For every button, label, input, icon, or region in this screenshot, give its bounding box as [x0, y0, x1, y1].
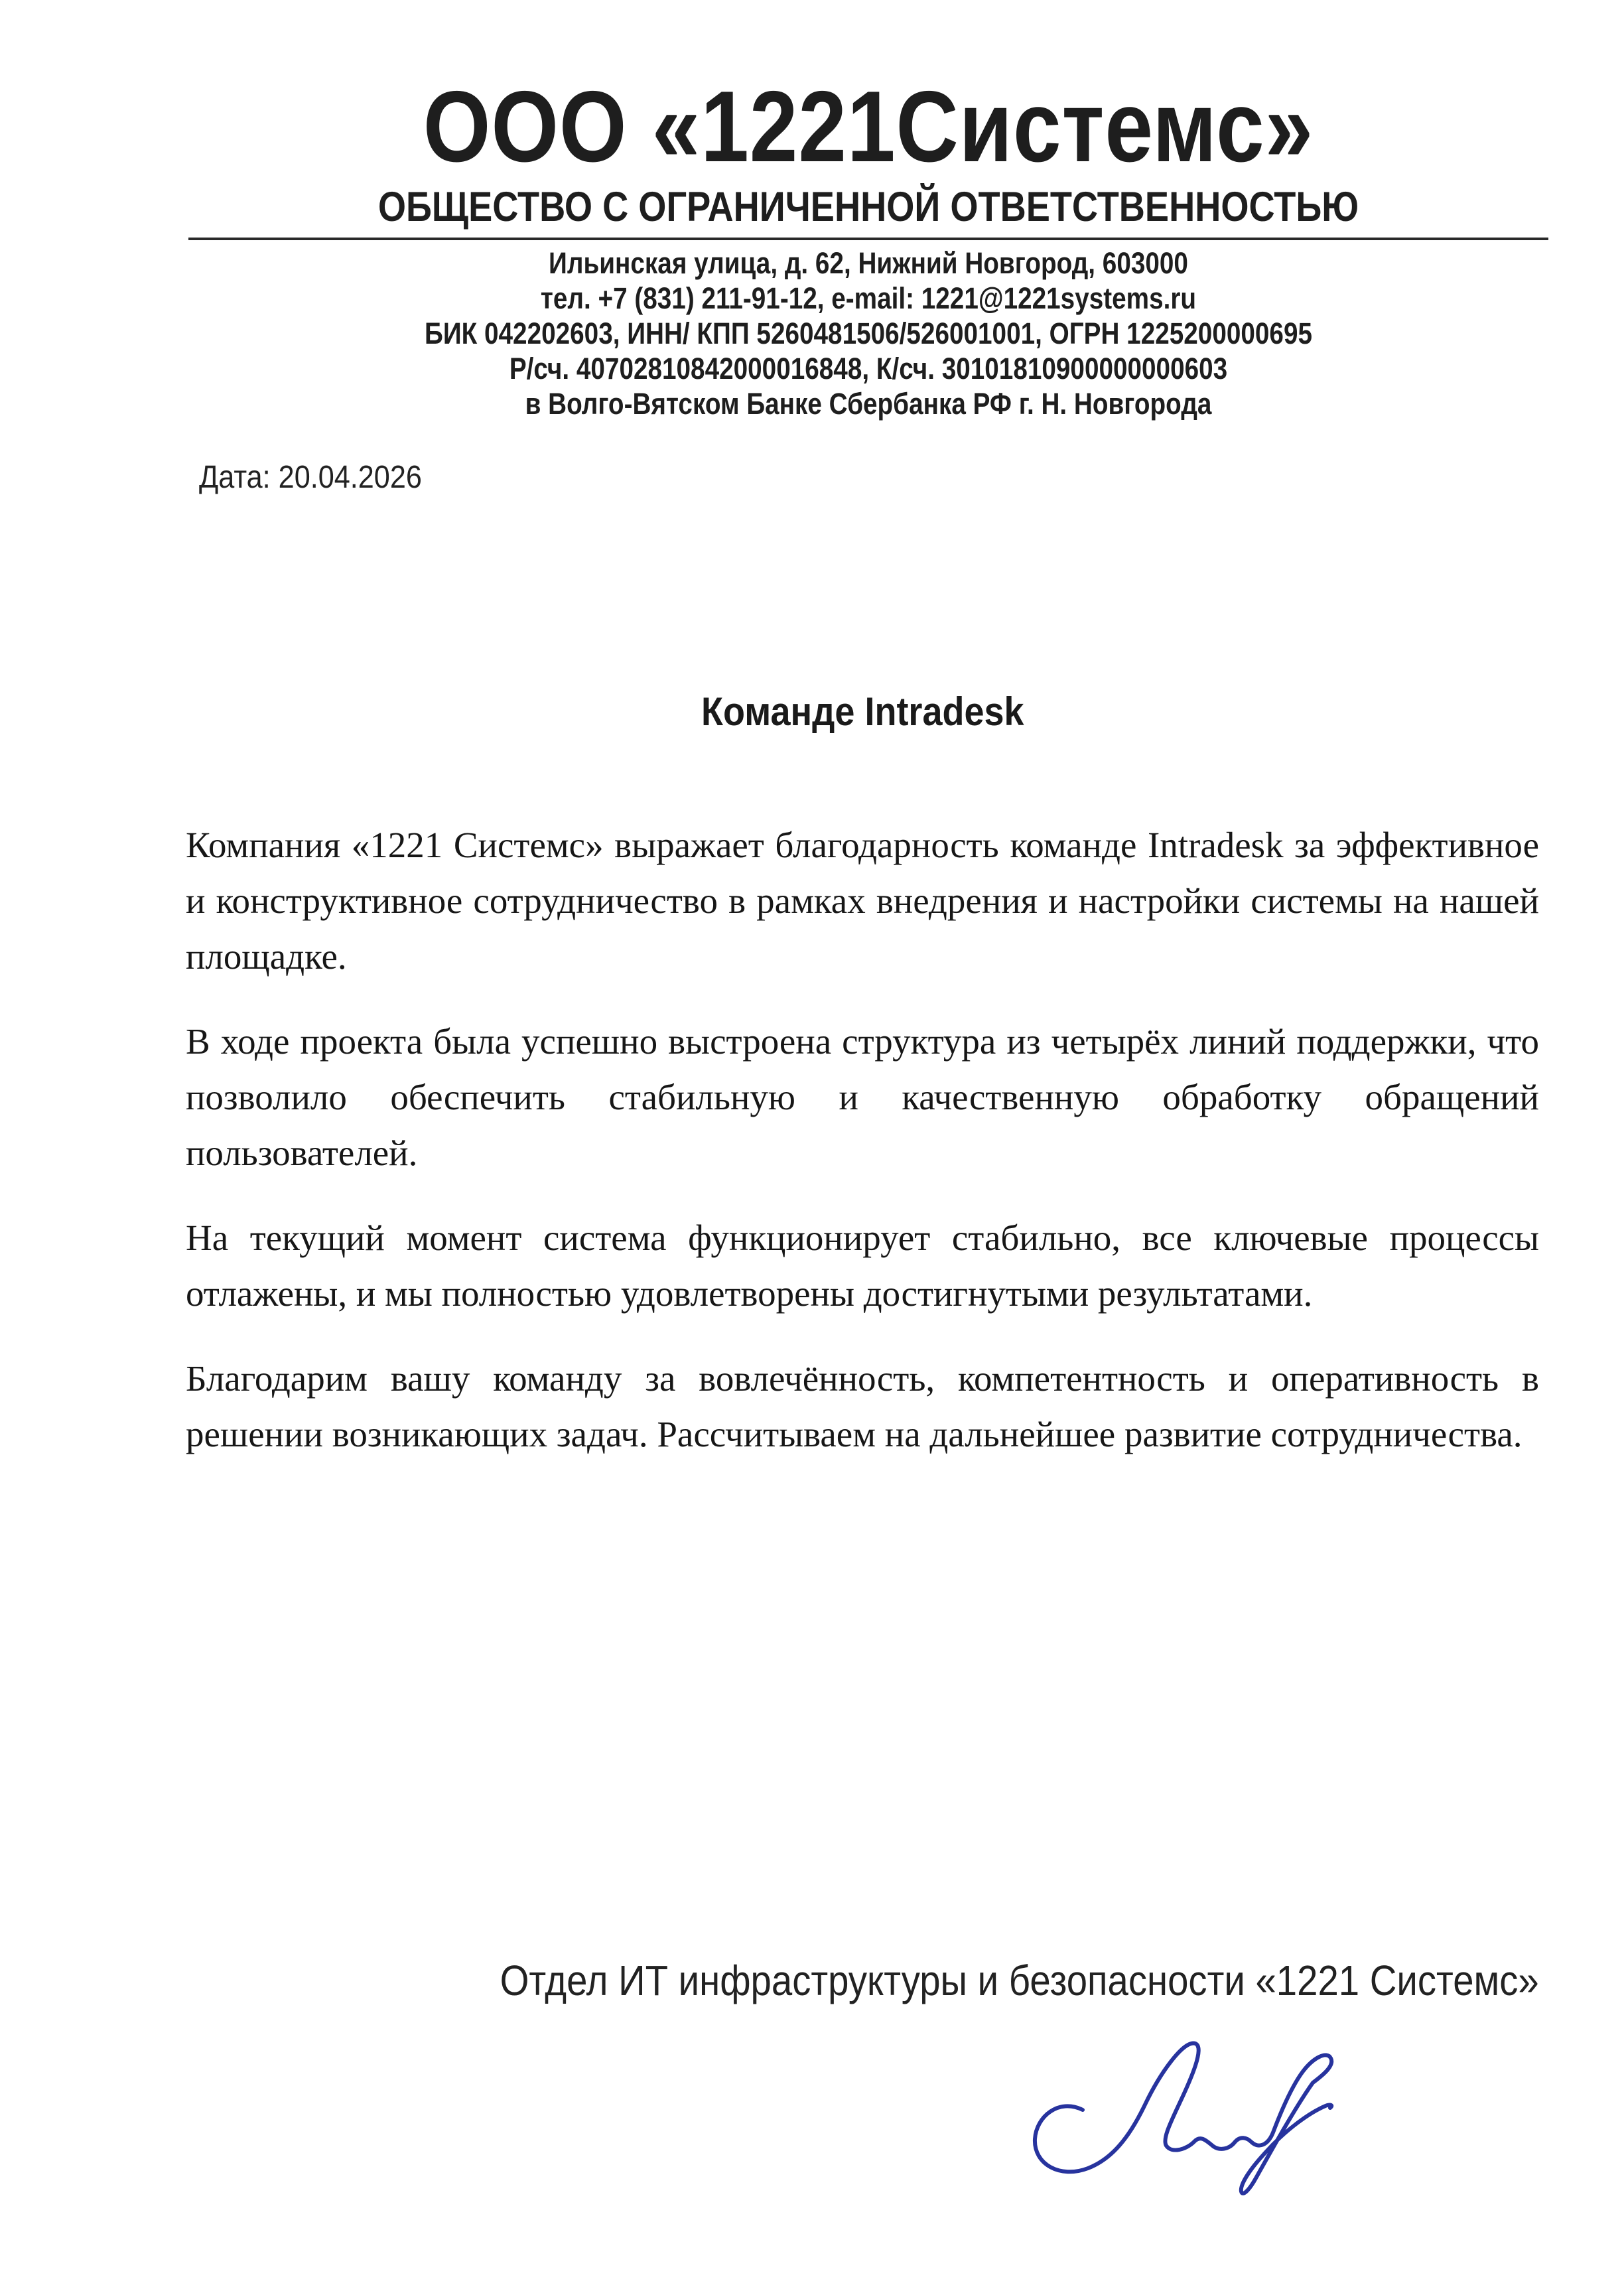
paragraph: В ходе проекта была успешно выстроена структура из четырёх линий поддержки, что позволило обеспечить стабильную и качественную обработку обращений пользователей. — [186, 1021, 1539, 1173]
signature-svg — [1022, 2018, 1340, 2224]
recipient-heading — [186, 689, 1539, 734]
letterhead-divider — [188, 238, 1548, 240]
paragraph: Компания «1221 Системс» выражает благодарность команде Intradesk за эффективное и конструктивное сотрудничество в рамках внедрения и настройки системы на нашей площадке. — [186, 825, 1539, 977]
paragraph: На текущий момент система функционирует стабильно, все ключевые процессы отлажены, и мы полностью удовлетворены достигнутыми результатами. — [186, 1217, 1539, 1314]
paragraph: Благодарим вашу команду за вовлечённость, компетентность и оперативность в решении возникающих задач. Рассчитываем на дальнейшее развитие сотрудничества. — [186, 1358, 1539, 1454]
letterhead-phone-email: тел. +7 (831) 211-91-12, e-mail: 1221@1221systems.ru — [540, 281, 1197, 315]
signature-department-text: Отдел ИТ инфраструктуры и безопасности «1221 Системс» — [500, 1957, 1539, 2004]
letterhead-details — [188, 245, 1548, 421]
letterhead-requisites: БИК 042202603, ИНН/ КПП 5260481506/526001001, ОГРН 1225200000695 — [425, 316, 1312, 350]
recipient-heading-text: Команде Intradesk — [701, 689, 1024, 734]
letterhead — [188, 70, 1548, 421]
date-text: Дата: 20.04.2026 — [199, 460, 422, 495]
signature-department — [186, 1956, 1539, 2005]
letter-body — [186, 817, 1539, 1492]
company-name: ООО «1221Системс» — [423, 70, 1314, 183]
letterhead-accounts: Р/сч. 40702810842000016848, К/сч. 30101810900000000603 — [509, 351, 1228, 385]
signature-stroke — [1035, 2044, 1331, 2193]
letterhead-bank: в Волго-Вятском Банке Сбербанка РФ г. Н. Новгорода — [525, 386, 1212, 421]
signature-image — [1022, 2018, 1340, 2224]
company-legal-form: ОБЩЕСТВО С ОГРАНИЧЕННОЙ ОТВЕТСТВЕННОСТЬЮ — [377, 183, 1359, 230]
letterhead-address: Ильинская улица, д. 62, Нижний Новгород, 603000 — [549, 245, 1188, 280]
